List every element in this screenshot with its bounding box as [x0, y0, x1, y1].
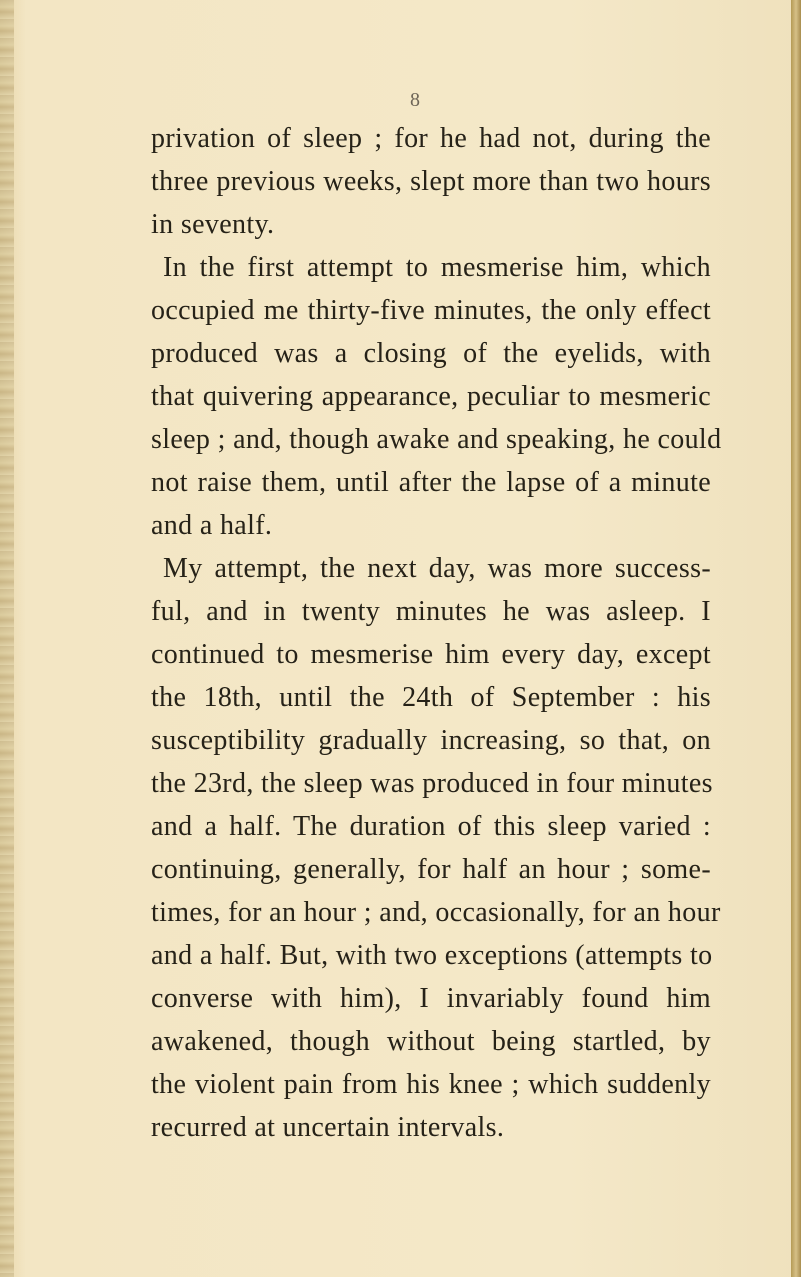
text-line: the 23rd, the sleep was produced in four minutes	[151, 768, 713, 799]
text-line: in seventy.	[151, 209, 275, 240]
text-line: sleep ; and, though awake and speaking, he could	[151, 424, 722, 455]
text-line: times, for an hour ; and, occasionally, for an hour	[151, 897, 721, 928]
text-line: susceptibility gradually increasing, so that, on	[151, 725, 711, 756]
text-line: converse with him), I invariably found him	[151, 983, 711, 1014]
text-line: and a half.	[151, 510, 273, 541]
text-line: recurred at uncertain intervals.	[151, 1112, 505, 1143]
text-line: the 18th, until the 24th of September : his	[151, 682, 711, 713]
text-line: and a half. The duration of this sleep varied :	[151, 811, 711, 842]
text-line: continuing, generally, for half an hour ; some-	[151, 854, 711, 885]
text-line: In the first attempt to mesmerise him, which	[163, 252, 711, 283]
page-number: 8	[410, 89, 420, 111]
text-line: the violent pain from his knee ; which suddenly	[151, 1069, 711, 1100]
text-line: that quivering appearance, peculiar to mesmeric	[151, 381, 711, 412]
text-line: awakened, though without being startled, by	[151, 1026, 711, 1057]
text-line: and a half. But, with two exceptions (attempts to	[151, 940, 713, 971]
text-line: ful, and in twenty minutes he was asleep. I	[151, 596, 711, 627]
body-text	[151, 117, 722, 1149]
page-gutter-edge	[0, 0, 14, 1277]
text-line: three previous weeks, slept more than two hours	[151, 166, 711, 197]
page-outer-edge	[791, 0, 801, 1277]
text-line: privation of sleep ; for he had not, during the	[151, 123, 711, 154]
text-line: produced was a closing of the eyelids, with	[151, 338, 711, 369]
text-line: My attempt, the next day, was more success-	[163, 553, 711, 584]
text-line: not raise them, until after the lapse of a minute	[151, 467, 711, 498]
text-line: occupied me thirty-five minutes, the only effect	[151, 295, 711, 326]
text-line: continued to mesmerise him every day, except	[151, 639, 711, 670]
